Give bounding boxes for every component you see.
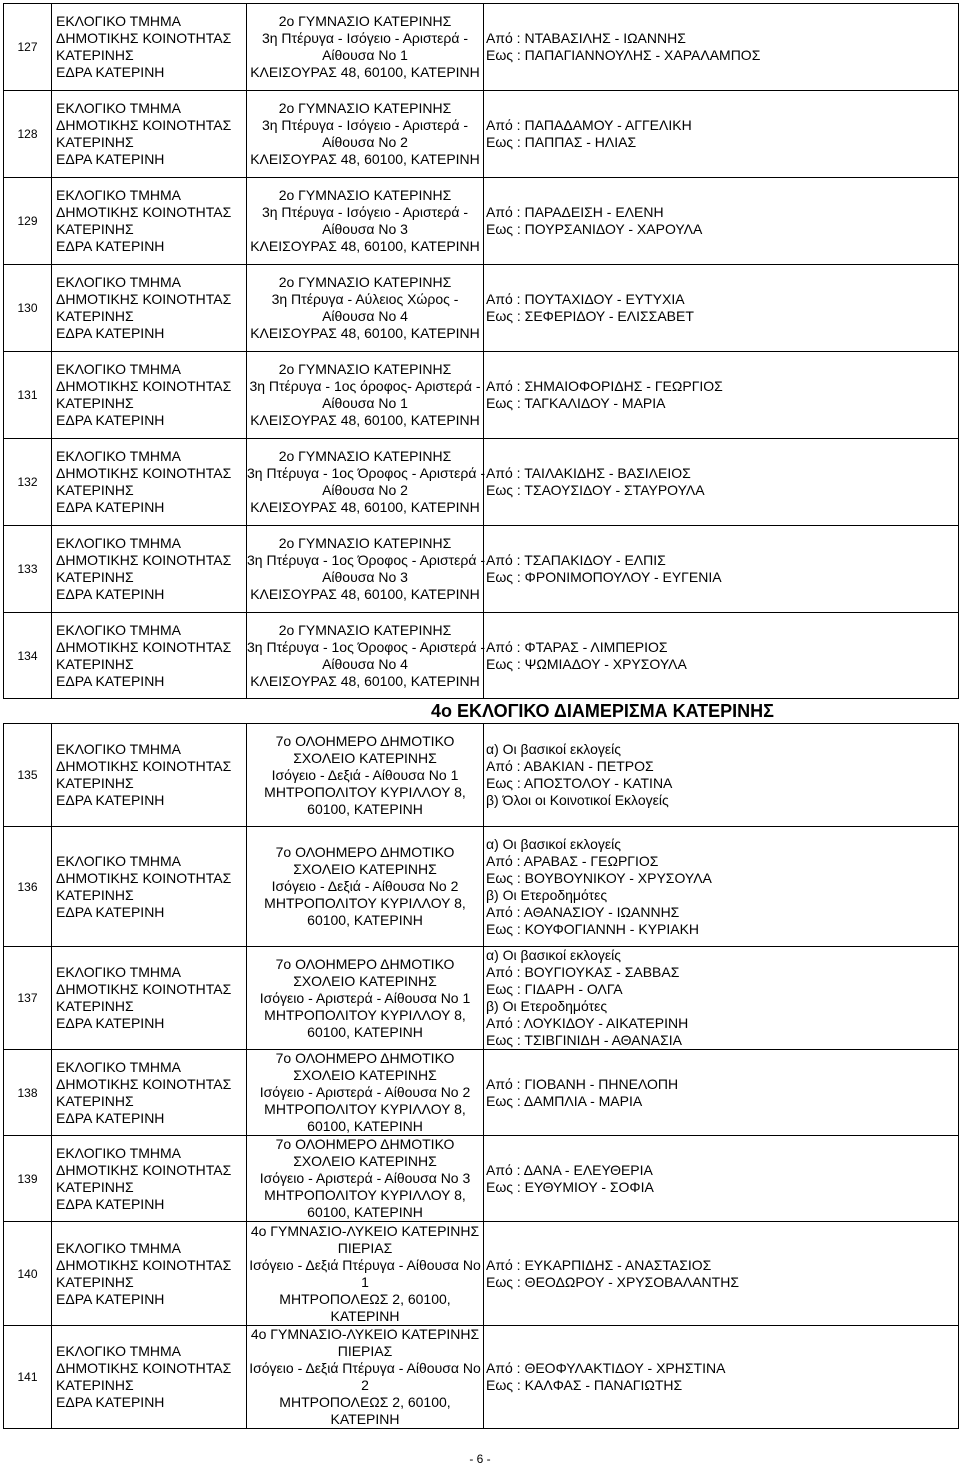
polling-location-line: Αίθουσα Νο 4: [322, 308, 408, 324]
polling-location-line: ΜΗΤΡΟΠΟΛΕΩΣ 2, 60100,: [279, 1394, 451, 1410]
polling-location-line: 2ο ΓΥΜΝΑΣΙΟ ΚΑΤΕΡΙΝΗΣ: [278, 100, 452, 116]
voter-range-line: Εως : ΕΥΘΥΜΙΟΥ - ΣΟΦΙΑ: [486, 1178, 654, 1195]
polling-location-line: ΜΗΤΡΟΠΟΛΕΩΣ 2, 60100,: [279, 1290, 451, 1307]
polling-location-line: 3η Πτέρυγα - 1ος Όροφος - Αριστερά -: [247, 465, 486, 481]
polling-location-line: ΚΛΕΙΣΟΥΡΑΣ 48, 60100, ΚΑΤΕΡΙΝΗ: [250, 238, 480, 254]
section-name-line: ΔΗΜΟΤΙΚΗΣ ΚΟΙΝΟΤΗΤΑΣ: [56, 638, 232, 655]
voter-range-line: Εως : ΠΑΠΑΓΙΑΝΝΟΥΛΗΣ - ΧΑΡΑΛΑΜΠΟΣ: [486, 47, 761, 63]
district-heading-spacer: [52, 699, 247, 724]
section-name: [52, 91, 247, 178]
polling-location: [247, 827, 484, 947]
voter-range-line: β) Οι Ετεροδημότες: [486, 886, 608, 903]
section-name-line: ΚΑΤΕΡΙΝΗΣ: [56, 775, 134, 791]
section-name-line: ΔΗΜΟΤΙΚΗΣ ΚΟΙΝΟΤΗΤΑΣ: [56, 1161, 232, 1178]
polling-location-line: 7ο ΟΛΟΗΜΕΡΟ ΔΗΜΟΤΙΚΟ: [275, 1136, 455, 1152]
polling-location-line: ΚΑΤΕΡΙΝΗ: [330, 1307, 400, 1324]
polling-location-line: ΣΧΟΛΕΙΟ ΚΑΤΕΡΙΝΗΣ: [293, 749, 437, 766]
voter-range-line: Από : ΠΑΡΑΔΕΙΣΗ - ΕΛΕΝΗ: [486, 204, 664, 220]
polling-location: [247, 4, 484, 91]
polling-location: [247, 265, 484, 352]
section-name-line: ΕΚΛΟΓΙΚΟ ΤΜΗΜΑ: [56, 535, 181, 551]
section-number: 136: [4, 827, 52, 947]
voter-range: [484, 352, 959, 439]
polling-location-line: 60100, ΚΑΤΕΡΙΝΗ: [307, 800, 423, 817]
table-row: [4, 4, 959, 91]
district-heading-row: [4, 699, 959, 724]
polling-location-line: 4ο ΓΥΜΝΑΣΙΟ-ΛΥΚΕΙΟ ΚΑΤΕΡΙΝΗΣ: [250, 1326, 480, 1342]
table-row: [4, 352, 959, 439]
polling-location: [247, 439, 484, 526]
voter-range: [484, 439, 959, 526]
section-number: 133: [4, 526, 52, 613]
voter-range-line: Από : ΔΑΝΑ - ΕΛΕΥΘΕΡΙΑ: [486, 1161, 653, 1178]
section-name-line: ΕΔΡΑ ΚΑΤΕΡΙΝΗ: [56, 1394, 165, 1410]
polling-location-line: ΜΗΤΡΟΠΟΛΙΤΟΥ ΚΥΡΙΛΛΟΥ 8,: [264, 895, 466, 911]
polling-location: [247, 352, 484, 439]
section-number: 141: [4, 1326, 52, 1429]
voter-range: [484, 4, 959, 91]
section-name-line: ΕΔΡΑ ΚΑΤΕΡΙΝΗ: [56, 151, 165, 167]
voter-range-line: α) Οι βασικοί εκλογείς: [486, 741, 621, 757]
polling-location-line: 3η Πτέρυγα - Ισόγειο - Αριστερά -: [261, 204, 469, 220]
section-number: 134: [4, 613, 52, 699]
section-name-line: ΕΚΛΟΓΙΚΟ ΤΜΗΜΑ: [56, 13, 181, 29]
voter-range: [484, 265, 959, 352]
polling-location-line: ΜΗΤΡΟΠΟΛΙΤΟΥ ΚΥΡΙΛΛΟΥ 8,: [264, 783, 466, 800]
voter-range: [484, 1050, 959, 1136]
section-number: 130: [4, 265, 52, 352]
polling-location-line: Αίθουσα Νο 2: [322, 134, 408, 150]
polling-location-line: ΜΗΤΡΟΠΟΛΙΤΟΥ ΚΥΡΙΛΛΟΥ 8,: [264, 1101, 466, 1117]
table-row: [4, 265, 959, 352]
section-name-line: ΔΗΜΟΤΙΚΗΣ ΚΟΙΝΟΤΗΤΑΣ: [56, 378, 232, 394]
section-name-line: ΕΚΛΟΓΙΚΟ ΤΜΗΜΑ: [56, 1239, 181, 1256]
section-name: [52, 1222, 247, 1326]
polling-location-line: ΠΙΕΡΙΑΣ: [337, 1239, 393, 1256]
polling-location-line: 3η Πτέρυγα - 1ος Όροφος - Αριστερά -: [247, 638, 486, 655]
section-name-line: ΚΑΤΕΡΙΝΗΣ: [56, 308, 134, 324]
section-name-line: ΔΗΜΟΤΙΚΗΣ ΚΟΙΝΟΤΗΤΑΣ: [56, 117, 232, 133]
polling-location-line: 2ο ΓΥΜΝΑΣΙΟ ΚΑΤΕΡΙΝΗΣ: [278, 621, 452, 638]
voter-range-line: Από : ΤΑΙΛΑΚΙΔΗΣ - ΒΑΣΙΛΕΙΟΣ: [486, 465, 691, 481]
polling-location-line: 2ο ΓΥΜΝΑΣΙΟ ΚΑΤΕΡΙΝΗΣ: [278, 274, 452, 290]
section-name-line: ΕΔΡΑ ΚΑΤΕΡΙΝΗ: [56, 903, 165, 920]
polling-location-line: 7ο ΟΛΟΗΜΕΡΟ ΔΗΜΟΤΙΚΟ: [275, 1050, 455, 1066]
polling-location-line: 2ο ΓΥΜΝΑΣΙΟ ΚΑΤΕΡΙΝΗΣ: [278, 361, 452, 377]
voter-range-line: Από : ΒΟΥΓΙΟΥΚΑΣ - ΣΑΒΒΑΣ: [486, 964, 680, 980]
polling-location-line: 3η Πτέρυγα - Ισόγειο - Αριστερά -: [261, 30, 469, 46]
voter-range-line: Εως : ΣΕΦΕΡΙΔΟΥ - ΕΛΙΣΣΑΒΕΤ: [486, 308, 694, 324]
section-name-line: ΕΚΛΟΓΙΚΟ ΤΜΗΜΑ: [56, 100, 181, 116]
voter-range-line: Από : ΦΤΑΡΑΣ - ΛΙΜΠΕΡΙΟΣ: [486, 638, 668, 655]
table-row: [4, 613, 959, 699]
section-name-line: ΕΔΡΑ ΚΑΤΕΡΙΝΗ: [56, 1109, 165, 1126]
voter-range-line: Εως : ΒΟΥΒΟΥΝΙΚΟΥ - ΧΡΥΣΟΥΛΑ: [486, 869, 712, 886]
voter-range: [484, 1136, 959, 1222]
section-number: 137: [4, 947, 52, 1050]
section-name-line: ΔΗΜΟΤΙΚΗΣ ΚΟΙΝΟΤΗΤΑΣ: [56, 758, 232, 774]
voter-range-line: Από : ΕΥΚΑΡΠΙΔΗΣ - ΑΝΑΣΤΑΣΙΟΣ: [486, 1256, 712, 1273]
voter-range: [484, 1222, 959, 1326]
voter-range-line: Εως : ΤΣΑΟΥΣΙΔΟΥ - ΣΤΑΥΡΟΥΛΑ: [486, 482, 705, 498]
section-name-line: ΕΚΛΟΓΙΚΟ ΤΜΗΜΑ: [56, 448, 181, 464]
polling-location: [247, 613, 484, 699]
voter-range-line: Από : ΠΑΠΑΔΑΜΟΥ - ΑΓΓΕΛΙΚΗ: [486, 117, 692, 133]
voter-range-line: Εως : ΦΡΟΝΙΜΟΠΟΥΛΟΥ - ΕΥΓΕΝΙΑ: [486, 569, 722, 585]
table-row: [4, 947, 959, 1050]
voter-range-line: Εως : ΔΑΜΠΛΙΑ - ΜΑΡΙΑ: [486, 1092, 643, 1109]
voter-range-line: α) Οι βασικοί εκλογείς: [486, 835, 621, 852]
polling-location-line: 2ο ΓΥΜΝΑΣΙΟ ΚΑΤΕΡΙΝΗΣ: [278, 535, 452, 551]
section-name-line: ΚΑΤΕΡΙΝΗΣ: [56, 1377, 134, 1393]
voter-range-line: Από : ΛΟΥΚΙΔΟΥ - ΑΙΚΑΤΕΡΙΝΗ: [486, 1015, 689, 1031]
polling-location: [247, 1136, 484, 1222]
section-number: 135: [4, 724, 52, 827]
section-name-line: ΕΔΡΑ ΚΑΤΕΡΙΝΗ: [56, 412, 165, 428]
section-name-line: ΕΔΡΑ ΚΑΤΕΡΙΝΗ: [56, 792, 165, 808]
voter-range-line: Από : ΘΕΟΦΥΛΑΚΤΙΔΟΥ - ΧΡΗΣΤΙΝΑ: [486, 1360, 726, 1376]
section-name-line: ΕΔΡΑ ΚΑΤΕΡΙΝΗ: [56, 499, 165, 515]
section-name: [52, 265, 247, 352]
section-name: [52, 352, 247, 439]
voter-range: [484, 1326, 959, 1429]
section-name-line: ΕΚΛΟΓΙΚΟ ΤΜΗΜΑ: [56, 964, 181, 980]
district-heading-row-group: [4, 699, 959, 724]
table-row: [4, 1222, 959, 1326]
polling-location-line: Ισόγειο - Δεξιά - Αίθουσα Νο 1: [271, 766, 459, 783]
section-number: 139: [4, 1136, 52, 1222]
section-number: 132: [4, 439, 52, 526]
section-name-line: ΚΑΤΕΡΙΝΗΣ: [56, 47, 134, 63]
polling-location-line: Αίθουσα Νο 3: [322, 569, 408, 585]
voter-range-line: Από : ΓΙΟΒΑΝΗ - ΠΗΝΕΛΟΠΗ: [486, 1075, 679, 1092]
section-name: [52, 947, 247, 1050]
polling-location-line: Αίθουσα Νο 4: [322, 655, 408, 672]
polling-location-line: 2ο ΓΥΜΝΑΣΙΟ ΚΑΤΕΡΙΝΗΣ: [278, 13, 452, 29]
section-name-line: ΚΑΤΕΡΙΝΗΣ: [56, 1092, 134, 1109]
voter-range: [484, 178, 959, 265]
section-name-line: ΚΑΤΕΡΙΝΗΣ: [56, 998, 134, 1014]
voter-range-line: Εως : ΤΑΓΚΑΛΙΔΟΥ - ΜΑΡΙΑ: [486, 395, 666, 411]
polling-location-line: 3η Πτέρυγα - Ισόγειο - Αριστερά -: [261, 117, 469, 133]
polling-location-line: 2ο ΓΥΜΝΑΣΙΟ ΚΑΤΕΡΙΝΗΣ: [278, 187, 452, 203]
polling-location-line: Ισόγειο - Δεξιά Πτέρυγα - Αίθουσα Νο: [249, 1256, 481, 1273]
voter-range: [484, 827, 959, 947]
section-name-line: ΕΚΛΟΓΙΚΟ ΤΜΗΜΑ: [56, 187, 181, 203]
voter-range: [484, 724, 959, 827]
polling-location: [247, 1326, 484, 1429]
polling-location-line: ΜΗΤΡΟΠΟΛΙΤΟΥ ΚΥΡΙΛΛΟΥ 8,: [264, 1187, 466, 1203]
table-body-before: [4, 4, 959, 699]
section-name-line: ΔΗΜΟΤΙΚΗΣ ΚΟΙΝΟΤΗΤΑΣ: [56, 465, 232, 481]
polling-location-line: ΚΛΕΙΣΟΥΡΑΣ 48, 60100, ΚΑΤΕΡΙΝΗ: [250, 64, 480, 80]
voter-range-line: Εως : ΚΑΛΦΑΣ - ΠΑΝΑΓΙΩΤΗΣ: [486, 1377, 683, 1393]
section-number: 138: [4, 1050, 52, 1136]
polling-location-line: 3η Πτέρυγα - Αύλειος Χώρος -: [271, 291, 459, 307]
polling-location-line: 60100, ΚΑΤΕΡΙΝΗ: [307, 912, 423, 928]
polling-location-line: ΜΗΤΡΟΠΟΛΙΤΟΥ ΚΥΡΙΛΛΟΥ 8,: [264, 1006, 466, 1023]
table-row: [4, 724, 959, 827]
voter-range-line: Από : ΣΗΜΑΙΟΦΟΡΙΔΗΣ - ΓΕΩΡΓΙΟΣ: [486, 378, 723, 394]
voter-range-line: Από : ΤΣΑΠΑΚΙΔΟΥ - ΕΛΠΙΣ: [486, 552, 666, 568]
section-name: [52, 1326, 247, 1429]
polling-location: [247, 178, 484, 265]
polling-location-line: 1: [361, 1273, 369, 1290]
section-name: [52, 1136, 247, 1222]
section-number: 131: [4, 352, 52, 439]
polling-location-line: ΣΧΟΛΕΙΟ ΚΑΤΕΡΙΝΗΣ: [293, 1067, 437, 1083]
district-heading: 4ο ΕΚΛΟΓΙΚΟ ΔΙΑΜΕΡΙΣΜΑ ΚΑΤΕΡΙΝΗΣ: [247, 699, 959, 724]
section-name: [52, 4, 247, 91]
section-name: [52, 613, 247, 699]
polling-location-line: ΚΛΕΙΣΟΥΡΑΣ 48, 60100, ΚΑΤΕΡΙΝΗ: [250, 672, 480, 689]
section-name-line: ΕΔΡΑ ΚΑΤΕΡΙΝΗ: [56, 238, 165, 254]
voter-range: [484, 91, 959, 178]
polling-location-line: ΚΛΕΙΣΟΥΡΑΣ 48, 60100, ΚΑΤΕΡΙΝΗ: [250, 412, 480, 428]
polling-location-line: ΠΙΕΡΙΑΣ: [337, 1343, 393, 1359]
polling-location-line: Ισόγειο - Αριστερά - Αίθουσα Νο 1: [259, 989, 471, 1006]
section-number: 127: [4, 4, 52, 91]
section-name-line: ΕΔΡΑ ΚΑΤΕΡΙΝΗ: [56, 1290, 165, 1307]
polling-location-line: ΚΛΕΙΣΟΥΡΑΣ 48, 60100, ΚΑΤΕΡΙΝΗ: [250, 499, 480, 515]
section-name-line: ΕΚΛΟΓΙΚΟ ΤΜΗΜΑ: [56, 361, 181, 377]
polling-location-line: ΚΑΤΕΡΙΝΗ: [330, 1411, 400, 1427]
section-name-line: ΔΗΜΟΤΙΚΗΣ ΚΟΙΝΟΤΗΤΑΣ: [56, 552, 232, 568]
polling-location-line: Ισόγειο - Δεξιά Πτέρυγα - Αίθουσα Νο: [249, 1360, 481, 1376]
section-name-line: ΔΗΜΟΤΙΚΗΣ ΚΟΙΝΟΤΗΤΑΣ: [56, 30, 232, 46]
voter-range: [484, 613, 959, 699]
section-name-line: ΔΗΜΟΤΙΚΗΣ ΚΟΙΝΟΤΗΤΑΣ: [56, 869, 232, 886]
district-heading-spacer: [4, 699, 52, 724]
table-row: [4, 439, 959, 526]
polling-location-line: ΣΧΟΛΕΙΟ ΚΑΤΕΡΙΝΗΣ: [293, 972, 437, 989]
table-row: [4, 1326, 959, 1429]
table-row: [4, 178, 959, 265]
voter-range-line: Εως : ΚΟΥΦΟΓΙΑΝΝΗ - ΚΥΡΙΑΚΗ: [486, 920, 700, 937]
section-name-line: ΕΔΡΑ ΚΑΤΕΡΙΝΗ: [56, 586, 165, 602]
polling-location-line: Ισόγειο - Αριστερά - Αίθουσα Νο 3: [259, 1170, 471, 1186]
section-name-line: ΚΑΤΕΡΙΝΗΣ: [56, 134, 134, 150]
section-name: [52, 439, 247, 526]
section-name: [52, 178, 247, 265]
voter-range-line: β) Όλοι οι Κοινοτικοί Εκλογείς: [486, 792, 669, 808]
polling-location-line: 2: [361, 1377, 369, 1393]
section-name-line: ΕΔΡΑ ΚΑΤΕΡΙΝΗ: [56, 1015, 165, 1031]
polling-location-line: 7ο ΟΛΟΗΜΕΡΟ ΔΗΜΟΤΙΚΟ: [275, 955, 455, 972]
table-row: [4, 827, 959, 947]
section-number: 128: [4, 91, 52, 178]
section-name-line: ΕΔΡΑ ΚΑΤΕΡΙΝΗ: [56, 64, 165, 80]
voter-range-line: Εως : ΠΟΥΡΣΑΝΙΔΟΥ - ΧΑΡΟΥΛΑ: [486, 221, 703, 237]
polling-location-line: 60100, ΚΑΤΕΡΙΝΗ: [307, 1204, 423, 1220]
section-name-line: ΕΚΛΟΓΙΚΟ ΤΜΗΜΑ: [56, 1343, 181, 1359]
polling-location-line: 7ο ΟΛΟΗΜΕΡΟ ΔΗΜΟΤΙΚΟ: [275, 844, 455, 860]
polling-location-line: ΚΛΕΙΣΟΥΡΑΣ 48, 60100, ΚΑΤΕΡΙΝΗ: [250, 325, 480, 341]
voter-range-line: Εως : ΘΕΟΔΩΡΟΥ - ΧΡΥΣΟΒΑΛΑΝΤΗΣ: [486, 1273, 739, 1290]
section-number: 140: [4, 1222, 52, 1326]
table-row: [4, 91, 959, 178]
polling-location-line: Αίθουσα Νο 2: [322, 482, 408, 498]
polling-location-line: 3η Πτέρυγα - 1ος όροφος- Αριστερά -: [249, 378, 481, 394]
section-name-line: ΔΗΜΟΤΙΚΗΣ ΚΟΙΝΟΤΗΤΑΣ: [56, 981, 232, 997]
section-name-line: ΕΔΡΑ ΚΑΤΕΡΙΝΗ: [56, 672, 165, 689]
polling-location-line: Αίθουσα Νο 1: [322, 47, 408, 63]
voter-range-line: α) Οι βασικοί εκλογείς: [486, 947, 621, 963]
polling-location-line: ΚΛΕΙΣΟΥΡΑΣ 48, 60100, ΚΑΤΕΡΙΝΗ: [250, 151, 480, 167]
polling-location-line: 2ο ΓΥΜΝΑΣΙΟ ΚΑΤΕΡΙΝΗΣ: [278, 448, 452, 464]
polling-location-line: Ισόγειο - Δεξιά - Αίθουσα Νο 2: [271, 878, 459, 894]
section-name-line: ΚΑΤΕΡΙΝΗΣ: [56, 655, 134, 672]
voter-range-line: Εως : ΨΩΜΙΑΔΟΥ - ΧΡΥΣΟΥΛΑ: [486, 655, 687, 672]
polling-location: [247, 91, 484, 178]
polling-location-line: 60100, ΚΑΤΕΡΙΝΗ: [307, 1023, 423, 1040]
polling-location: [247, 724, 484, 827]
table-body-after: [4, 724, 959, 1429]
section-name-line: ΕΚΛΟΓΙΚΟ ΤΜΗΜΑ: [56, 741, 181, 757]
section-name-line: ΕΚΛΟΓΙΚΟ ΤΜΗΜΑ: [56, 621, 181, 638]
section-name-line: ΚΑΤΕΡΙΝΗΣ: [56, 569, 134, 585]
page-number: - 6 -: [469, 1452, 491, 1466]
voter-range-line: Από : ΠΟΥΤΑΧΙΔΟΥ - ΕΥΤΥΧΙΑ: [486, 291, 685, 307]
polling-location: [247, 1050, 484, 1136]
polling-location-line: Αίθουσα Νο 3: [322, 221, 408, 237]
section-name-line: ΔΗΜΟΤΙΚΗΣ ΚΟΙΝΟΤΗΤΑΣ: [56, 1360, 232, 1376]
polling-location-line: 4ο ΓΥΜΝΑΣΙΟ-ΛΥΚΕΙΟ ΚΑΤΕΡΙΝΗΣ: [250, 1222, 480, 1239]
polling-location: [247, 526, 484, 613]
voter-range-line: Εως : ΠΑΠΠΑΣ - ΗΛΙΑΣ: [486, 134, 637, 150]
polling-location-line: Αίθουσα Νο 1: [322, 395, 408, 411]
voter-range: [484, 947, 959, 1050]
section-name: [52, 526, 247, 613]
section-name-line: ΚΑΤΕΡΙΝΗΣ: [56, 482, 134, 498]
table-row: [4, 526, 959, 613]
polling-location-line: ΚΛΕΙΣΟΥΡΑΣ 48, 60100, ΚΑΤΕΡΙΝΗ: [250, 586, 480, 602]
section-name-line: ΚΑΤΕΡΙΝΗΣ: [56, 886, 134, 903]
section-name-line: ΚΑΤΕΡΙΝΗΣ: [56, 221, 134, 237]
polling-stations-table: [3, 3, 959, 1429]
voter-range-line: Από : ΝΤΑΒΑΣΙΛΗΣ - ΙΩΑΝΝΗΣ: [486, 30, 686, 46]
polling-location: [247, 1222, 484, 1326]
section-number: 129: [4, 178, 52, 265]
polling-location-line: Ισόγειο - Αριστερά - Αίθουσα Νο 2: [259, 1084, 471, 1100]
section-name: [52, 724, 247, 827]
voter-range-line: Από : ΑΡΑΒΑΣ - ΓΕΩΡΓΙΟΣ: [486, 852, 659, 869]
polling-location-line: 7ο ΟΛΟΗΜΕΡΟ ΔΗΜΟΤΙΚΟ: [275, 732, 455, 749]
section-name-line: ΔΗΜΟΤΙΚΗΣ ΚΟΙΝΟΤΗΤΑΣ: [56, 204, 232, 220]
section-name: [52, 1050, 247, 1136]
section-name-line: ΕΔΡΑ ΚΑΤΕΡΙΝΗ: [56, 1195, 165, 1212]
voter-range: [484, 526, 959, 613]
section-name-line: ΕΚΛΟΓΙΚΟ ΤΜΗΜΑ: [56, 274, 181, 290]
polling-location-line: 60100, ΚΑΤΕΡΙΝΗ: [307, 1118, 423, 1134]
section-name-line: ΕΔΡΑ ΚΑΤΕΡΙΝΗ: [56, 325, 165, 341]
section-name-line: ΔΗΜΟΤΙΚΗΣ ΚΟΙΝΟΤΗΤΑΣ: [56, 291, 232, 307]
voter-range-line: Εως : ΤΣΙΒΓΙΝΙΔΗ - ΑΘΑΝΑΣΙΑ: [486, 1032, 682, 1048]
table-row: [4, 1050, 959, 1136]
polling-location-line: ΣΧΟΛΕΙΟ ΚΑΤΕΡΙΝΗΣ: [293, 861, 437, 877]
voter-range-line: Εως : ΓΙΔΑΡΗ - ΟΛΓΑ: [486, 981, 623, 997]
polling-location-line: 3η Πτέρυγα - 1ος Όροφος - Αριστερά -: [247, 552, 486, 568]
section-name-line: ΚΑΤΕΡΙΝΗΣ: [56, 1273, 134, 1290]
section-name-line: ΕΚΛΟΓΙΚΟ ΤΜΗΜΑ: [56, 852, 181, 869]
voter-range-line: β) Οι Ετεροδημότες: [486, 998, 608, 1014]
voter-range-line: Από : ΑΒΑΚΙΑΝ - ΠΕΤΡΟΣ: [486, 758, 654, 774]
voter-range-line: Από : ΑΘΑΝΑΣΙΟΥ - ΙΩΑΝΝΗΣ: [486, 903, 680, 920]
section-name-line: ΕΚΛΟΓΙΚΟ ΤΜΗΜΑ: [56, 1144, 181, 1161]
table-row: [4, 1136, 959, 1222]
section-name: [52, 827, 247, 947]
section-name-line: ΚΑΤΕΡΙΝΗΣ: [56, 1178, 134, 1195]
section-name-line: ΔΗΜΟΤΙΚΗΣ ΚΟΙΝΟΤΗΤΑΣ: [56, 1256, 232, 1273]
section-name-line: ΚΑΤΕΡΙΝΗΣ: [56, 395, 134, 411]
voter-range-line: Εως : ΑΠΟΣΤΟΛΟΥ - ΚΑΤΙΝΑ: [486, 775, 673, 791]
section-name-line: ΕΚΛΟΓΙΚΟ ΤΜΗΜΑ: [56, 1058, 181, 1075]
polling-location: [247, 947, 484, 1050]
section-name-line: ΔΗΜΟΤΙΚΗΣ ΚΟΙΝΟΤΗΤΑΣ: [56, 1075, 232, 1092]
polling-location-line: ΣΧΟΛΕΙΟ ΚΑΤΕΡΙΝΗΣ: [293, 1153, 437, 1169]
